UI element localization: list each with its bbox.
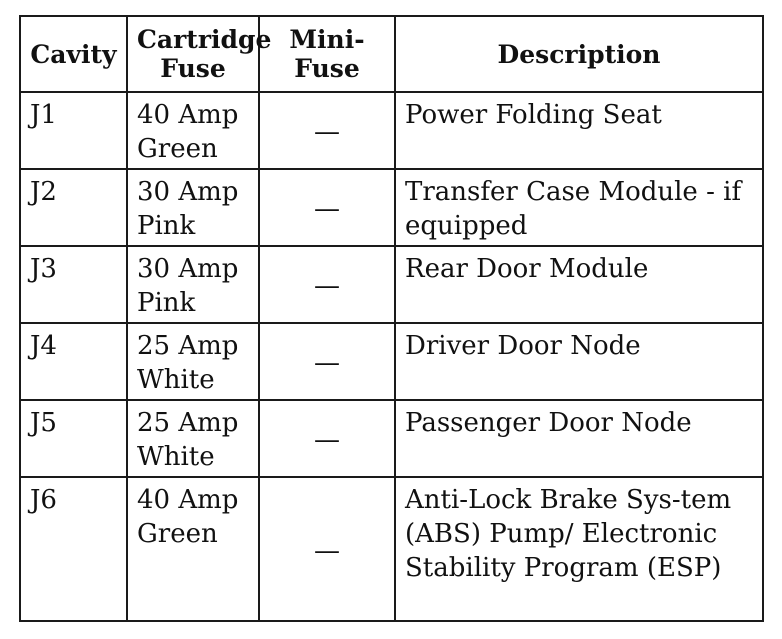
cell-mini-fuse: — xyxy=(259,323,395,400)
table-header-row xyxy=(20,16,763,92)
cell-description: Rear Door Module xyxy=(395,246,763,323)
cell-description: Passenger Door Node xyxy=(395,400,763,477)
cell-description: Driver Door Node xyxy=(395,323,763,400)
cell-mini-fuse: — xyxy=(259,92,395,169)
cell-mini-fuse: — xyxy=(259,400,395,477)
cell-cartridge-fuse: 40 Amp Green xyxy=(127,477,259,621)
table-row xyxy=(20,92,763,169)
header-description: Description xyxy=(395,16,763,92)
cell-cartridge-fuse: 25 Amp White xyxy=(127,323,259,400)
cell-cavity: J1 xyxy=(20,92,127,169)
cell-cavity: J6 xyxy=(20,477,127,621)
cell-cartridge-fuse: 40 Amp Green xyxy=(127,92,259,169)
cell-cartridge-fuse: 25 Amp White xyxy=(127,400,259,477)
cell-mini-fuse: — xyxy=(259,477,395,621)
fuse-table xyxy=(19,15,764,622)
cell-description: Transfer Case Module - if equipped xyxy=(395,169,763,246)
cell-cavity: J5 xyxy=(20,400,127,477)
header-cartridge-fuse: Cartridge Fuse xyxy=(127,16,259,92)
header-cavity: Cavity xyxy=(20,16,127,92)
cell-mini-fuse: — xyxy=(259,169,395,246)
table-row xyxy=(20,400,763,477)
cell-cartridge-fuse: 30 Amp Pink xyxy=(127,169,259,246)
cell-cavity: J3 xyxy=(20,246,127,323)
cell-cavity: J2 xyxy=(20,169,127,246)
header-mini-fuse: Mini-Fuse xyxy=(259,16,395,92)
cell-description: Anti-Lock Brake Sys-tem (ABS) Pump/ Electronic Stability Program (ESP) xyxy=(395,477,763,621)
cell-cartridge-fuse: 30 Amp Pink xyxy=(127,246,259,323)
cell-mini-fuse: — xyxy=(259,246,395,323)
table-row xyxy=(20,246,763,323)
cell-description: Power Folding Seat xyxy=(395,92,763,169)
cell-cavity: J4 xyxy=(20,323,127,400)
table-row xyxy=(20,477,763,621)
table-row xyxy=(20,323,763,400)
table-row xyxy=(20,169,763,246)
